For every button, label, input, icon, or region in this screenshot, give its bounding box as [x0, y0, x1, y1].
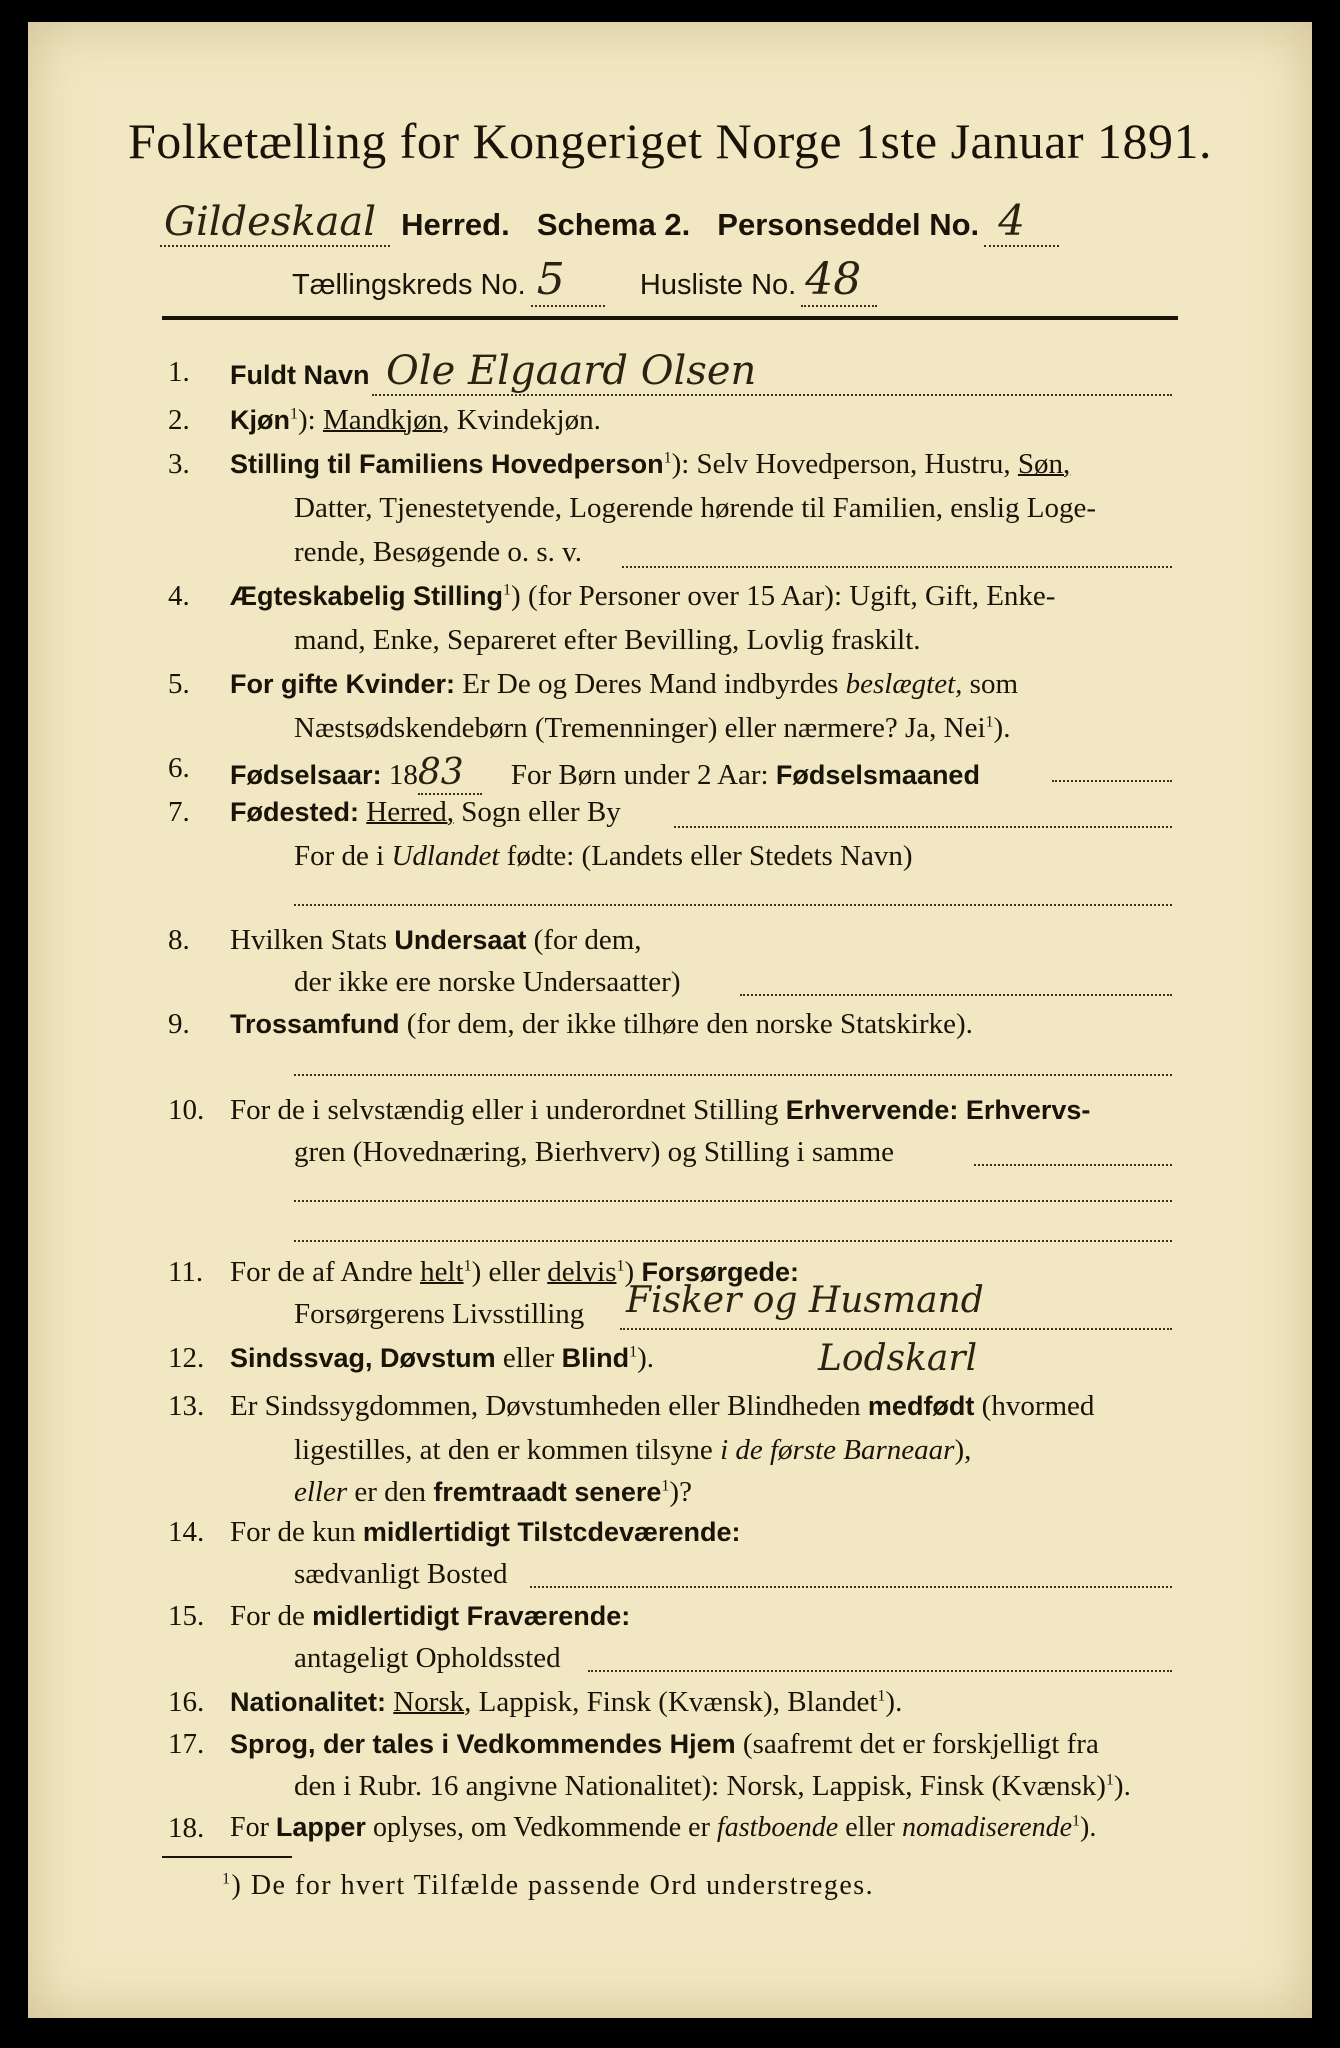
punctuation: )? [669, 1476, 692, 1508]
lapps-question: oplyses, om Vedkommende er [365, 1812, 717, 1843]
abroad-note-a: For de i [294, 840, 392, 872]
disability-label: Sindssvag, Døvstum [230, 1343, 496, 1373]
schema-label: Schema 2. [536, 207, 691, 242]
later-prefix: er den [347, 1476, 434, 1508]
punctuation: ). [1113, 1770, 1131, 1802]
husliste-label: Husliste No. [639, 269, 797, 301]
sex-label: Kjøn [230, 405, 290, 435]
punctuation: ). [637, 1342, 655, 1374]
punctuation: ), [954, 1434, 972, 1466]
birth-year-value[interactable]: 83 [418, 752, 482, 795]
citizenship-field[interactable] [740, 994, 1172, 996]
sex-option-female[interactable]: , Kvindekjøn. [442, 404, 601, 436]
header-rule [162, 316, 1178, 320]
item-8-line2: der ikke ere norske Undersaatter) [294, 966, 681, 998]
kreds-value[interactable]: 5 [531, 254, 605, 307]
temp-present-label: midlertidigt Tilstcdeværende: [362, 1517, 741, 1547]
item-number: 13. [168, 1390, 205, 1422]
item-4-line2: mand, Enke, Separeret efter Bevilling, Lovlig fraskilt. [294, 624, 921, 656]
item-number: 17. [168, 1728, 205, 1760]
header-herred-line [160, 196, 1059, 247]
item-number: 3. [168, 448, 190, 480]
congenital-question: Er Sindssygdommen, Døvstumheden eller Blindheden [230, 1390, 868, 1422]
birth-month-field[interactable] [1052, 780, 1172, 782]
footnote-rule [162, 1856, 292, 1858]
item-10-line2: gren (Hovednæring, Bierhverv) og Stilling i samme [294, 1136, 895, 1168]
item-number: 4. [168, 580, 190, 612]
birthplace-options: Sogn eller By [454, 796, 621, 828]
item-number: 7. [168, 796, 190, 828]
occupation-field-2[interactable] [294, 1200, 1172, 1202]
family-position-selected[interactable]: Søn, [1017, 448, 1071, 480]
full-name-label: Fuldt Navn [230, 360, 370, 390]
footnote-ref: 1 [1105, 1771, 1114, 1789]
family-position-label: Stilling til Familiens Hovedperson [230, 449, 664, 479]
citizenship-prefix: Hvilken Stats [230, 924, 395, 956]
abroad-note-b: fødte: (Landets eller Stedets Navn) [499, 840, 913, 872]
family-position-options: ): Selv Hovedperson, Hustru, [671, 448, 1018, 480]
item-number: 15. [168, 1600, 205, 1632]
supported-or: ) eller [471, 1256, 548, 1288]
item-17-line2 [294, 1770, 1131, 1803]
religion-label: Trossamfund [230, 1009, 400, 1039]
language-label: Sprog, der tales i Vedkommendes Hjem [230, 1729, 736, 1759]
disability-or: eller [495, 1342, 562, 1374]
citizenship-label: Undersaat [394, 925, 527, 955]
birth-month-label: Fødselsmaaned [775, 760, 980, 790]
item-number: 12. [168, 1342, 205, 1374]
nationality-options: , Lappisk, Finsk (Kvænsk), Blandet [464, 1686, 878, 1718]
birthplace-selected[interactable]: Herred, [366, 796, 455, 828]
header-kreds-line [292, 254, 877, 307]
footnote-ref: 1 [290, 405, 298, 423]
provider-occupation-value[interactable]: Fisker og Husmand [626, 1280, 984, 1321]
item-3-line3: rende, Besøgende o. s. v. [294, 536, 583, 568]
married-women-question-end: som [962, 668, 1018, 700]
footnote-ref: 1 [629, 1343, 638, 1361]
item-11-line2: Forsørgerens Livsstilling [294, 1298, 585, 1330]
supported-prefix: For de af Andre [230, 1256, 421, 1288]
punctuation: ). [885, 1686, 903, 1718]
infant-note: For Børn under 2 Aar: [510, 759, 769, 791]
sex-option-male[interactable]: Mandkjøn [322, 404, 443, 436]
item-number: 2. [168, 404, 190, 436]
occupation-prefix: For de i selvstændig eller i underordnet Stilling [230, 1094, 786, 1126]
item-number: 16. [168, 1686, 205, 1718]
provider-occupation-value-2[interactable]: Lodskarl [818, 1338, 978, 1379]
footnote-marker: 1 [222, 1870, 232, 1888]
provider-occupation-field[interactable] [620, 1328, 1172, 1330]
item-number: 8. [168, 924, 190, 956]
item-13-line3 [294, 1476, 692, 1509]
occupation-field-3[interactable] [294, 1240, 1172, 1242]
temp-present-prefix: For de kun [230, 1516, 363, 1548]
item-14-line2: sædvanligt Bosted [294, 1558, 508, 1590]
or-term: eller [294, 1476, 348, 1508]
language-options: den i Rubr. 16 angivne Nationalitet): Norsk, Lappisk, Finsk (Kvænsk) [294, 1770, 1106, 1802]
occupation-label: Erhvervende: Erhvervs- [785, 1095, 1091, 1125]
item-3-line2: Datter, Tjenestetyende, Logerende hørende til Familien, enslig Loge- [294, 492, 1096, 524]
footnote-ref: 1 [616, 1257, 625, 1275]
footnote-ref: 1 [663, 449, 672, 467]
nationality-label: Nationalitet: [230, 1687, 387, 1717]
congenital-note: (hvormed [974, 1390, 1095, 1422]
personseddel-label: Personseddel No. [717, 207, 980, 242]
presumed-location-field[interactable] [588, 1670, 1172, 1672]
footnote [222, 1870, 874, 1902]
supported-partially[interactable]: delvis [547, 1256, 617, 1288]
footnote-ref: 1 [503, 581, 512, 599]
language-note: (saafremt det er forskjelligt fra [735, 1728, 1099, 1760]
temp-absent-prefix: For de [230, 1600, 313, 1632]
abroad-term: Udlandet [391, 840, 500, 872]
occupation-field-1[interactable] [974, 1164, 1172, 1166]
personseddel-value[interactable]: 4 [984, 196, 1059, 247]
item-13-line2 [294, 1434, 971, 1467]
item-number: 14. [168, 1516, 205, 1548]
footnote-ref: 1 [985, 713, 994, 731]
item-7-line2 [294, 840, 913, 873]
supported-label: Forsørgede: [641, 1257, 799, 1287]
footnote-ref: 1 [463, 1257, 472, 1275]
punctuation: ). [1080, 1812, 1097, 1843]
nomadic-term: nomadiserende [901, 1812, 1073, 1843]
married-women-question: Er De og Deres Mand indbyrdes [462, 668, 846, 700]
blind-label: Blind [561, 1343, 630, 1373]
lapps-prefix: For [230, 1812, 276, 1843]
item-number: 9. [168, 1008, 190, 1040]
lapps-or: eller [838, 1812, 902, 1843]
herred-value[interactable]: Gildeskaal [160, 199, 390, 247]
item-number: 1. [168, 356, 190, 388]
full-name-value[interactable]: Ole Elgaard Olsen [386, 348, 757, 394]
nationality-selected[interactable]: Norsk [393, 1686, 465, 1718]
related-term: beslægtet, [845, 668, 963, 700]
childhood-term: i de første Barneaar [720, 1434, 955, 1466]
full-name-field[interactable] [372, 394, 1172, 396]
item-number: 11. [168, 1256, 204, 1288]
family-position-field[interactable] [622, 566, 1172, 568]
footnote-text: ) De for hvert Tilfælde passende Ord understreges. [231, 1870, 875, 1901]
supported-fully[interactable]: helt [420, 1256, 464, 1288]
later-label: fremtraadt senere [433, 1477, 662, 1507]
married-women-options: Næstsødskendebørn (Tremenninger) eller nærmere? Ja, Nei [294, 712, 986, 744]
usual-residence-field[interactable] [530, 1586, 1172, 1588]
marital-status-options: ) (for Personer over 15 Aar): Ugift, Gift, Enke- [511, 580, 1056, 612]
birthplace-label: Fødested: [230, 797, 360, 827]
onset-note-a: ligestilles, at den er kommen tilsyne [294, 1434, 721, 1466]
item-number: 10. [168, 1094, 205, 1126]
item-15-line2: antageligt Opholdssted [294, 1642, 561, 1674]
birth-year-prefix: 18 [388, 759, 418, 791]
item-number: 6. [168, 752, 190, 784]
temp-absent-label: midlertidigt Fraværende: [312, 1601, 631, 1631]
herred-label: Herred. [401, 207, 510, 242]
item-number: 5. [168, 668, 190, 700]
citizenship-note: (for dem, [526, 924, 642, 956]
footnote-ref: 1 [877, 1687, 886, 1705]
marital-status-label: Ægteskabelig Stilling [230, 581, 504, 611]
congenital-label: medfødt [867, 1391, 975, 1421]
settled-term: fastboende [716, 1812, 839, 1843]
birth-year-label: Fødselsaar: [230, 760, 382, 790]
footnote-ref: 1 [1072, 1812, 1081, 1830]
punctuation: ). [993, 712, 1011, 744]
birthplace-field[interactable] [674, 826, 1172, 828]
punctuation: ) [624, 1256, 642, 1288]
item-5-line2 [294, 712, 1010, 745]
religion-field[interactable] [294, 1074, 1172, 1076]
religion-note: (for dem, der ikke tilhøre den norske Statskirke). [399, 1008, 973, 1040]
kreds-label: Tællingskreds No. [292, 269, 526, 301]
form-title: Folketælling for Kongeriget Norge 1ste Januar 1891. [127, 113, 1213, 169]
footnote-ref: 1 [661, 1477, 670, 1495]
married-women-label: For gifte Kvinder: [230, 669, 456, 699]
lapps-label: Lapper [275, 1812, 366, 1842]
husliste-value[interactable]: 48 [801, 254, 877, 307]
abroad-birthplace-field[interactable] [294, 904, 1172, 906]
item-number: 18. [168, 1812, 205, 1844]
